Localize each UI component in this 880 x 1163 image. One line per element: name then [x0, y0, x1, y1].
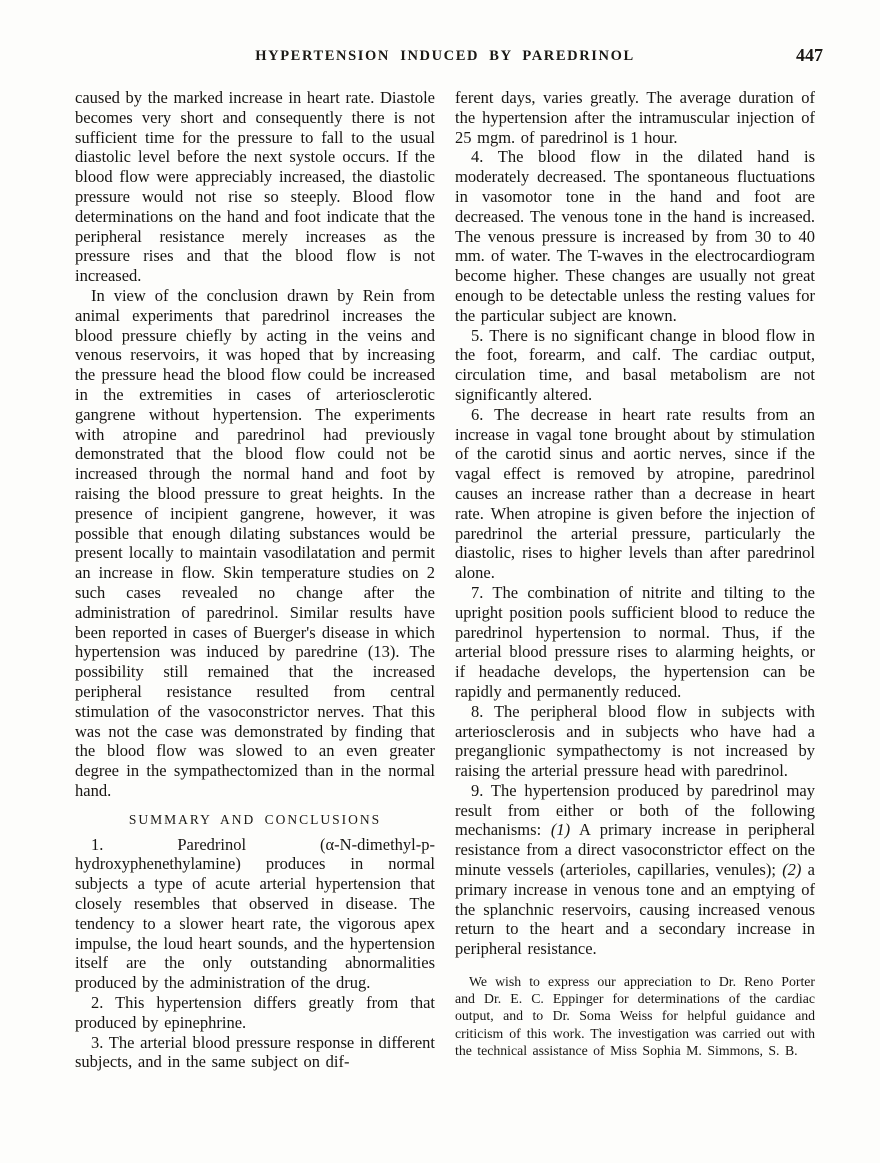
item-9-lead: 9. The hypertension produced by paredrinol may result from either or both of the following mechanisms:	[455, 780, 815, 840]
running-title: HYPERTENSION INDUCED BY PAREDRINOL	[255, 48, 635, 64]
item-9-marker-2: (2)	[782, 860, 802, 880]
paragraph-continuation-left: caused by the marked increase in heart rate. Diastole becomes very short and consequently there is not sufficient time for the pressure to fall to the usual diastolic level before the next systole occurs. If the blood flow were appreciably increased, the diastolic pressure would not rise so steeply. Blood flow determinations on the hand and foot indicate that the peripheral resistance merely increases as the pressure rises and that the blood flow is not increased.	[75, 88, 435, 286]
acknowledgment-block	[455, 973, 815, 1059]
conclusion-item-7: 7. The combination of nitrite and tilting to the upright position pools sufficient blood to reduce the paredrinol hypertension to normal. Thus, if the arterial blood pressure rises to alarming heights, or if headache develops, the hypertension can be rapidly and permanently reduced.	[455, 582, 815, 701]
item-9-part-1: A primary increase in peripheral resistance from a direct vasoconstrictor effect on the minute vessels (arterioles, capillaries, venules);	[455, 820, 815, 880]
two-column-body	[75, 88, 815, 1072]
conclusion-item-2: 2. This hypertension differs greatly from that produced by epinephrine.	[75, 993, 435, 1032]
conclusion-item-3: 3. The arterial blood pressure response in different subjects, and in the same subject on dif-	[75, 1032, 435, 1072]
right-column	[455, 88, 815, 1072]
conclusion-item-9	[455, 781, 815, 959]
conclusion-item-5: 5. There is no significant change in blood flow in the foot, forearm, and calf. The cardiac output, circulation time, and basal metabolism are not significantly altered.	[455, 325, 815, 404]
paragraph-rein-experiments: In view of the conclusion drawn by Rein from animal experiments that paredrinol increases the blood pressure chiefly by acting in the veins and venous reservoirs, it was hoped that by increasing the pressure head the blood flow could be increased in the extremities in cases of arteriosclerotic gangrene without hypertension. The experiments with atropine and paredrinol had previously demonstrated that the blood flow could not be increased through the normal hand and foot by raising the blood pressure to great heights. In the presence of incipient gangrene, however, it was possible that enough dilating substances would be present locally to maintain vasodilatation and permit an increase in flow. Skin temperature studies on 2 such cases revealed no change after the administration of paredrinol. Similar results have been reported in cases of Buerger's disease in which hypertension was induced by paredrine (13). The possibility still remained that the increased peripheral resistance resulted from central stimulation of the vasoconstrictor nerves. That this was not the case was demonstrated by finding that the blood flow was slowed to an even greater degree in the sympathectomized than in the normal hand.	[75, 285, 435, 800]
page-number: 447	[796, 45, 823, 65]
left-column	[75, 88, 435, 1072]
conclusion-item-1: 1. Paredrinol (α-N-dimethyl-p-hydroxyphenethylamine) produces in normal subjects a type of acute arterial hypertension that closely resembles that observed in disease. The tendency to a slower heart rate, the vigorous apex impulse, the loud heart sounds, and the hypertension itself are the only outstanding abnormalities produced by the administration of the drug.	[75, 834, 435, 993]
item-9-marker-1: (1)	[550, 820, 571, 840]
conclusion-item-4: 4. The blood flow in the dilated hand is moderately decreased. The spontaneous fluctuations in vasomotor tone in the hand and foot are decreased. The venous tone in the hand is increased. The venous pressure is increased by from 30 to 40 mm. of water. The T-waves in the electrocardiogram become higher. These changes are usually not great enough to be detectable unless the resting values for the particular subject are known.	[455, 147, 815, 325]
item-9-part-2: a primary increase in venous tone and an emptying of the splanchnic reservoirs, causing increased venous return to the heart and a secondary increase in peripheral resistance.	[455, 860, 816, 959]
section-heading-summary: SUMMARY AND CONCLUSIONS	[128, 811, 382, 827]
conclusion-item-6: 6. The decrease in heart rate results from an increase in vagal tone brought about by stimulation of the carotid sinus and aortic nerves, since if the vagal effect is removed by atropine, paredrinol causes an increase rather than a decrease in heart rate. When atropine is given before the injection of paredrinol the arterial pressure, particularly the diastolic, rises to higher levels than after paredrinol alone.	[455, 404, 815, 583]
conclusion-item-8: 8. The peripheral blood flow in subjects with arteriosclerosis and in subjects who have had a preganglionic sympathectomy is not increased by raising the arterial pressure head with paredrinol.	[455, 701, 815, 781]
paragraph-continuation-right: ferent days, varies greatly. The average duration of the hypertension after the intramuscular injection of 25 mgm. of paredrinol is 1 hour.	[455, 88, 815, 147]
running-header	[75, 45, 823, 70]
acknowledgment-text: We wish to express our appreciation to Dr. Reno Porter and Dr. E. C. Eppinger for determinations of the cardiac output, and to Dr. Soma Weiss for helpful guidance and criticism of this work. The investigation was carried out with the technical assistance of Miss Sophia M. Simmons, S. B.	[455, 974, 815, 1058]
